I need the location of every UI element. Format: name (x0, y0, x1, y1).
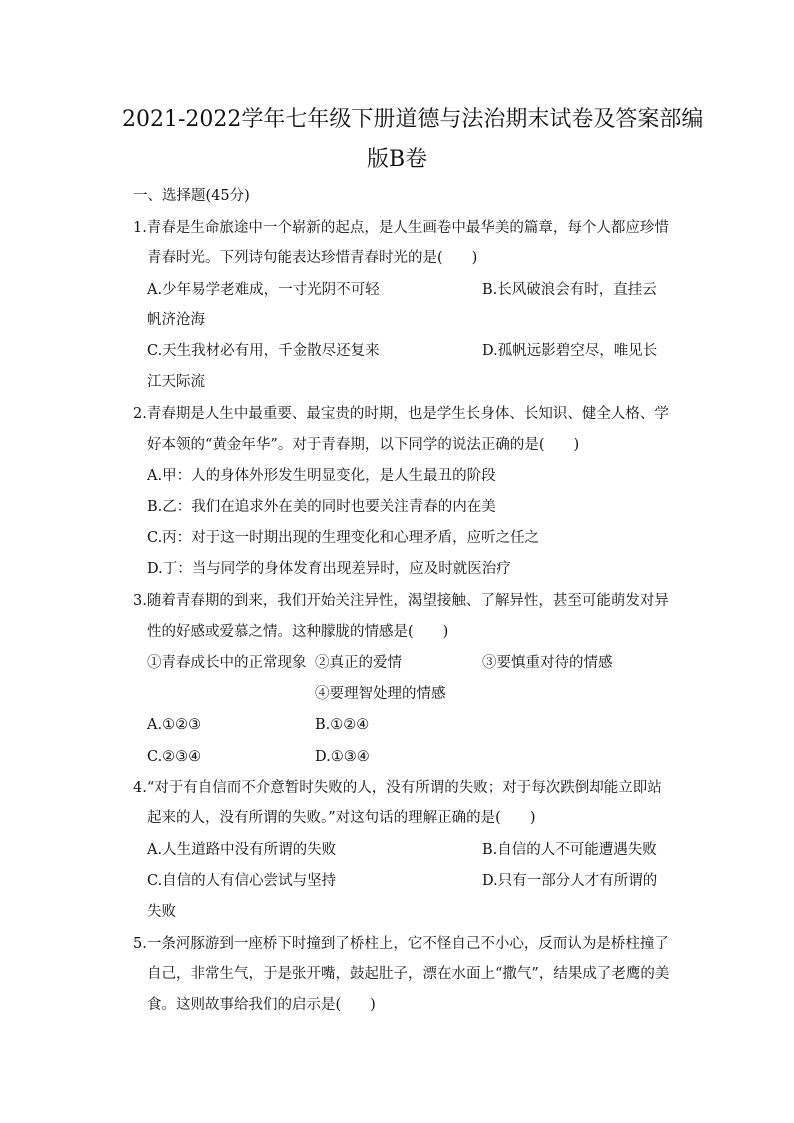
question-1-option-b: B.长风破浪会有时，直挂云 (482, 282, 657, 298)
question-1-option-a: A.少年易学老难成，一寸光阴不可轻 (147, 282, 380, 298)
question-4-option-b: B.自信的人不可能遭遇失败 (482, 842, 657, 858)
question-2-option-b: B.乙：我们在追求外在美的同时也要关注青春的内在美 (147, 499, 496, 515)
question-2-option-a: A.甲：人的身体外形发生明显变化，是人生最丑的阶段 (147, 468, 496, 484)
question-4-option-d: D.只有一部分人才有所谓的 (482, 873, 658, 889)
document-title-line1: 2021-2022学年七年级下册道德与法治期末试卷及答案部编 (122, 107, 704, 132)
question-1-option-c: C.天生我材必有用，千金散尽还复来 (147, 343, 380, 359)
question-3-stem: 性的好感或爱慕之情。这种朦胧的情感是( ) (147, 624, 449, 640)
question-5-stem: 5.一条河豚游到一座桥下时撞到了桥柱上，它不怪自己不小心，反而认为是桥柱撞了 (133, 936, 669, 952)
question-4-stem: 4.“对于有自信而不介意暂时失败的人，没有所谓的失败；对于每次跌倒却能立即站 (133, 780, 662, 796)
question-1-option-b-cont: 帆济沧海 (147, 312, 205, 328)
question-5-stem: 自己，非常生气，于是张开嘴，鼓起肚子，漂在水面上“撒气”，结果成了老鹰的美 (147, 966, 670, 982)
question-3-item-3: ③要慎重对待的情感 (482, 655, 613, 671)
question-2-option-d: D.丁：当与同学的身体发育出现差异时，应及时就医治疗 (147, 561, 511, 577)
question-3-option-b: B.①②④ (315, 717, 370, 733)
question-1-stem: 1.青春是生命旅途中一个崭新的起点，是人生画卷中最华美的篇章，每个人都应珍惜 (133, 220, 669, 236)
question-4-option-d-cont: 失败 (147, 904, 176, 920)
question-2-stem: 2.青春期是人生中最重要、最宝贵的时期，也是学生长身体、长知识、健全人格、学 (133, 406, 669, 422)
question-3-item-4: ④要理智处理的情感 (315, 686, 446, 702)
question-3-item-2: ②真正的爱情 (315, 655, 402, 671)
question-4-option-a: A.人生道路中没有所谓的失败 (147, 842, 337, 858)
question-3-option-c: C.②③④ (147, 749, 202, 765)
question-5-stem: 食。这则故事给我们的启示是( ) (147, 997, 376, 1013)
question-3-item-1: ①青春成长中的正常现象 (147, 655, 307, 671)
question-1-stem: 青春时光。下列诗句能表达珍惜青春时光的是( ) (147, 250, 478, 266)
question-1-option-d: D.孤帆远影碧空尽，唯见长 (482, 343, 658, 359)
question-4-stem: 起来的人，没有所谓的失败。”对这句话的理解正确的是( ) (147, 810, 536, 826)
question-2-stem: 好本领的“黄金年华”。对于青春期，以下同学的说法正确的是( ) (147, 437, 580, 453)
question-2-option-c: C.丙：对于这一时期出现的生理变化和心理矛盾，应听之任之 (147, 530, 540, 546)
question-4-option-c: C.自信的人有信心尝试与坚持 (147, 873, 337, 889)
document-title-line2: 版B卷 (367, 147, 428, 172)
question-3-option-a: A.①②③ (147, 717, 202, 733)
question-3-stem: 3.随着青春期的到来，我们开始关注异性，渴望接触、了解异性，甚至可能萌发对异 (133, 593, 669, 609)
question-1-option-d-cont: 江天际流 (147, 374, 205, 390)
section-heading: 一、选择题(45分) (133, 188, 250, 204)
question-3-option-d: D.①③④ (315, 749, 370, 765)
